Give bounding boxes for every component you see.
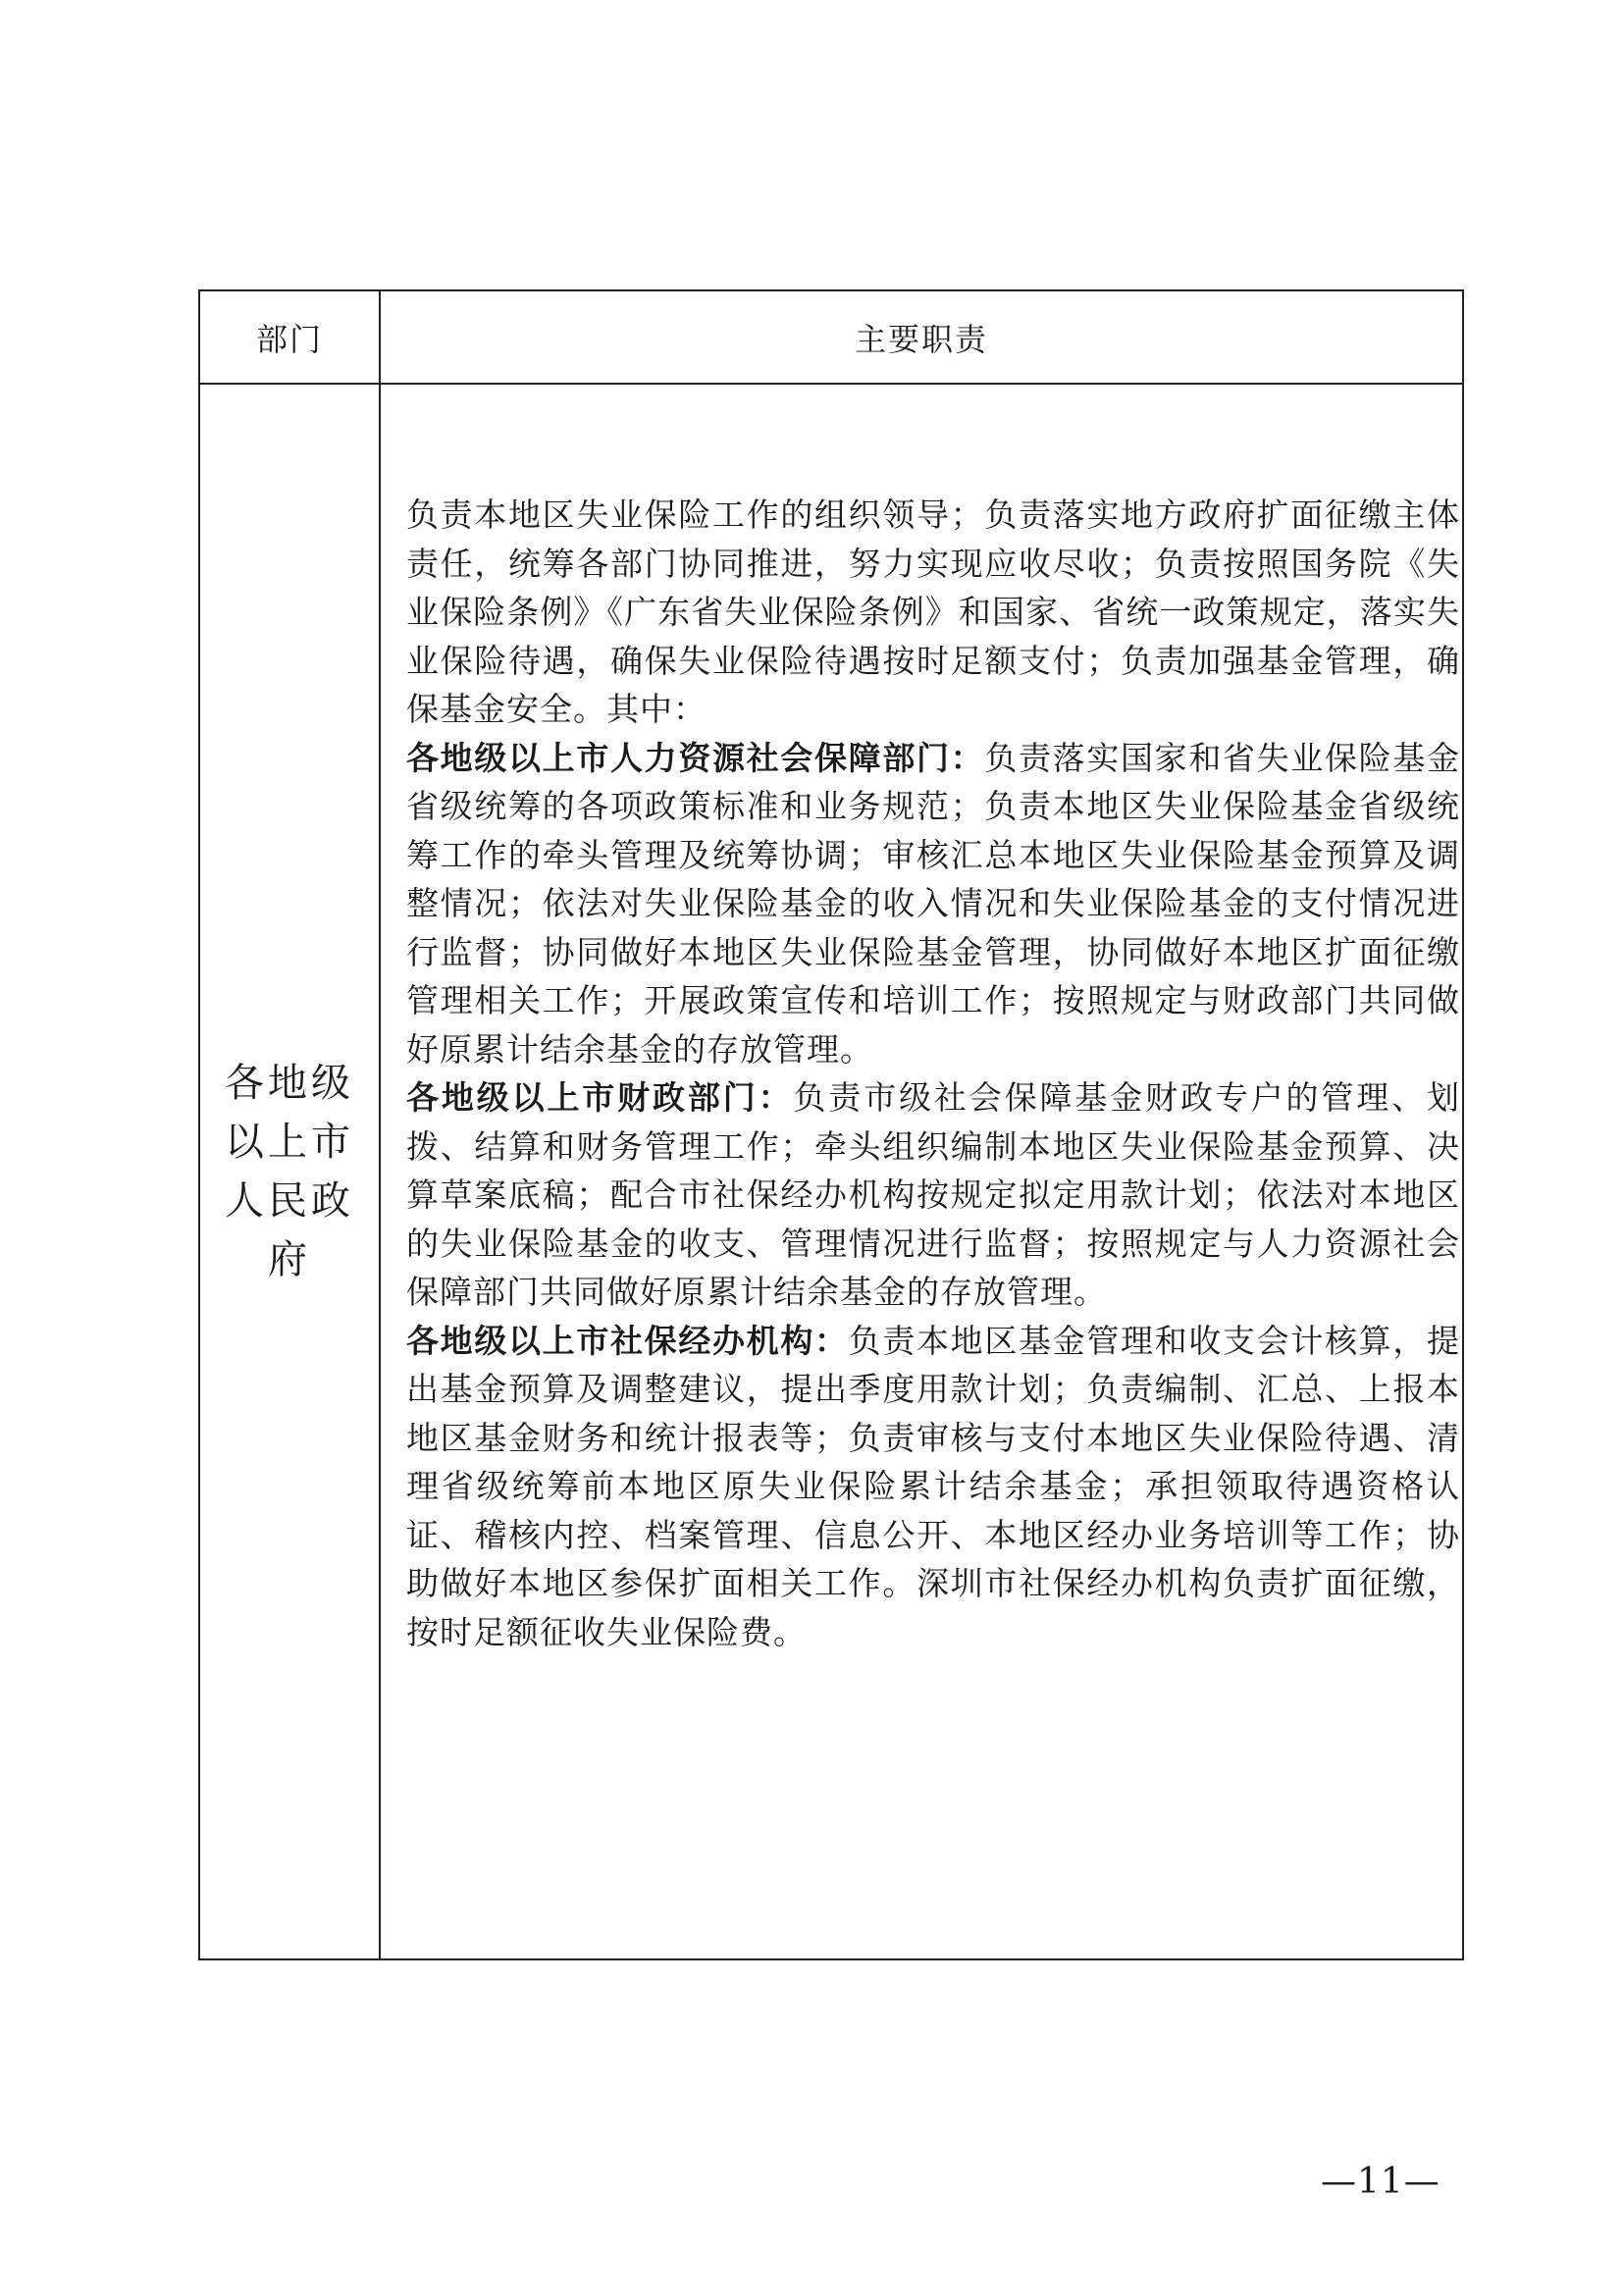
- section-hr: [406, 734, 1460, 1074]
- section-title: 各地级以上市财政部门：: [406, 1078, 794, 1117]
- section-title: 各地级以上市社保经办机构：: [406, 1321, 849, 1360]
- page-number: —11—: [1321, 2162, 1440, 2202]
- intro-paragraph: 负责本地区失业保险工作的组织领导；负责落实地方政府扩面征缴主体责任，统筹各部门协同推进，努力实现应收尽收；负责按照国务院《失业保险条例》《广东省失业保险条例》和国家、省统一政策规定，落实失业保险待遇，确保失业保险待遇按时足额支付；负责加强基金管理，确保基金安全。其中：: [406, 496, 1460, 728]
- header-duties: 主要职责: [854, 320, 988, 358]
- column-divider: [379, 291, 381, 1958]
- duties-table: [198, 289, 1464, 1960]
- section-text: 负责本地区基金管理和收支会计核算，提出基金预算及调整建议，提出季度用款计划；负责编制、汇总、上报本地区基金财务和统计报表等；负责审核与支付本地区失业保险待遇、清理省级统筹前本地区原失业保险累计结余基金；承担领取待遇资格认证、稽核内控、档案管理、信息公开、本地区经办业务培训等工作；协助做好本地区参保扩面相关工作。深圳市社保经办机构负责扩面征缴，按时足额征收失业保险费。: [406, 1321, 1461, 1651]
- section-social-security: [406, 1317, 1460, 1657]
- section-text: 负责市级社会保障基金财政专户的管理、划拨、结算和财务管理工作；牵头组织编制本地区失业保险基金预算、决算草案底稿；配合市社保经办机构按规定拟定用款计划；依法对本地区的失业保险基金的收支、管理情况进行监督；按照规定与人力资源社会保障部门共同做好原累计结余基金的存放管理。: [406, 1078, 1461, 1311]
- section-title: 各地级以上市人力资源社会保障部门：: [406, 738, 985, 777]
- dept-name: 各地级以上市人民政府: [225, 1061, 354, 1282]
- duties-cell: [398, 385, 1468, 1958]
- dept-cell: [200, 385, 379, 1958]
- header-dept: 部门: [255, 320, 323, 358]
- section-text: 负责落实国家和省失业保险基金省级统筹的各项政策标准和业务规范；负责本地区失业保险基金省级统筹工作的牵头管理及统筹协调；审核汇总本地区失业保险基金预算及调整情况；依法对失业保险基金的收入情况和失业保险基金的支付情况进行监督；协同做好本地区失业保险基金管理，协同做好本地区扩面征缴管理相关工作；开展政策宣传和培训工作；按照规定与财政部门共同做好原累计结余基金的存放管理。: [406, 738, 1461, 1069]
- section-finance: [406, 1073, 1460, 1317]
